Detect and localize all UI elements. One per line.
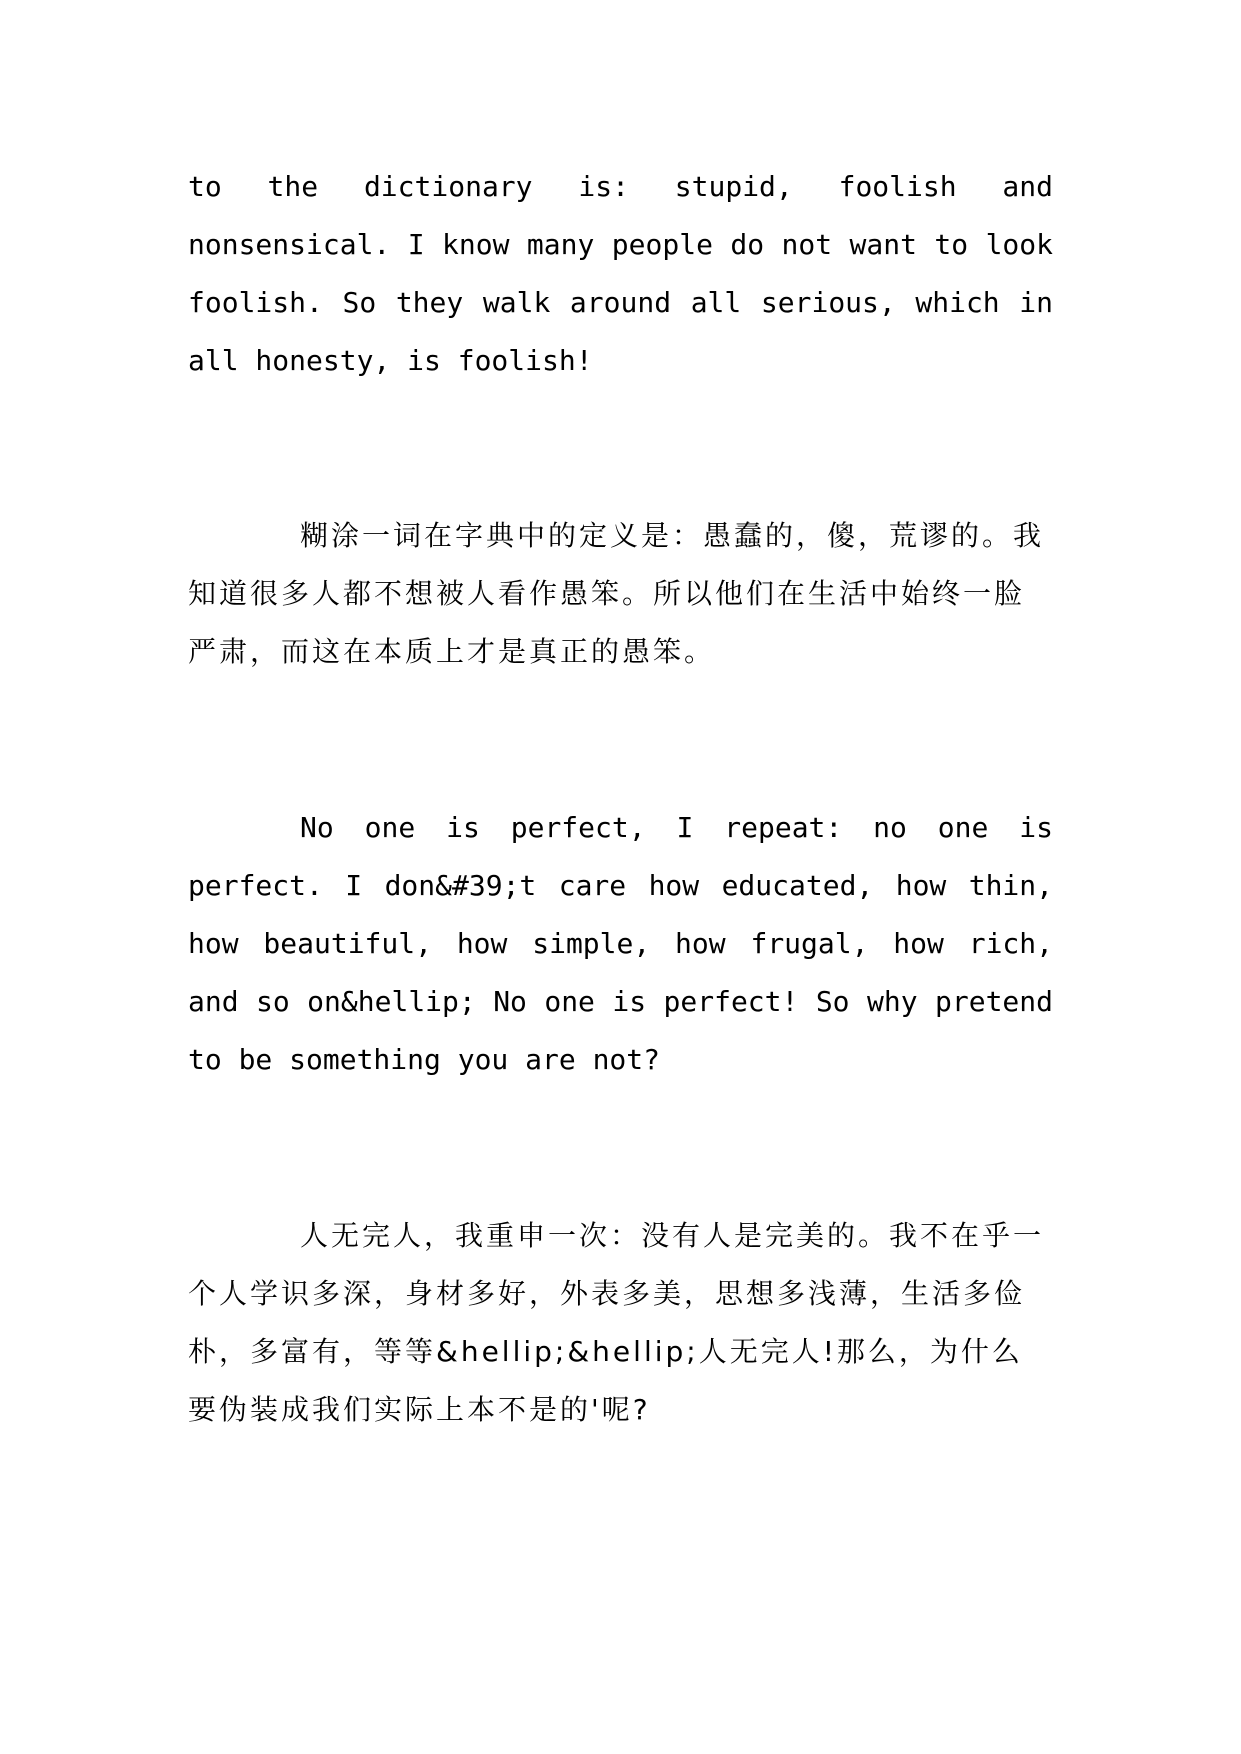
paragraph-chinese-2: 人无完人，我重申一次：没有人是完美的。我不在乎一个人学识多深，身材多好，外表多美，思想多浅薄，生活多俭朴，多富有，等等&hellip;&hellip;人无完人!那么，为什么要伪装成我们实际上本不是的'呢? <box>188 1219 1045 1426</box>
paragraph-chinese-1: 糊涂一词在字典中的定义是：愚蠢的，傻，荒谬的。我知道很多人都不想被人看作愚笨。所以他们在生活中始终一脸严肃，而这在本质上才是真正的愚笨。 <box>188 519 1045 668</box>
paragraph-english-2: No one is perfect, I repeat: no one is perfect. I don&#39;t care how educated, how thin, how beautiful, how simple, how frugal, how rich, and so on&hellip; No one is perfect! So why pretend to be something you are not? <box>188 811 1053 1076</box>
paragraph-english-1: to the dictionary is: stupid, foolish and nonsensical. I know many people do not want to look foolish. So they walk around all serious, which in all honesty, is foolish! <box>188 170 1053 377</box>
